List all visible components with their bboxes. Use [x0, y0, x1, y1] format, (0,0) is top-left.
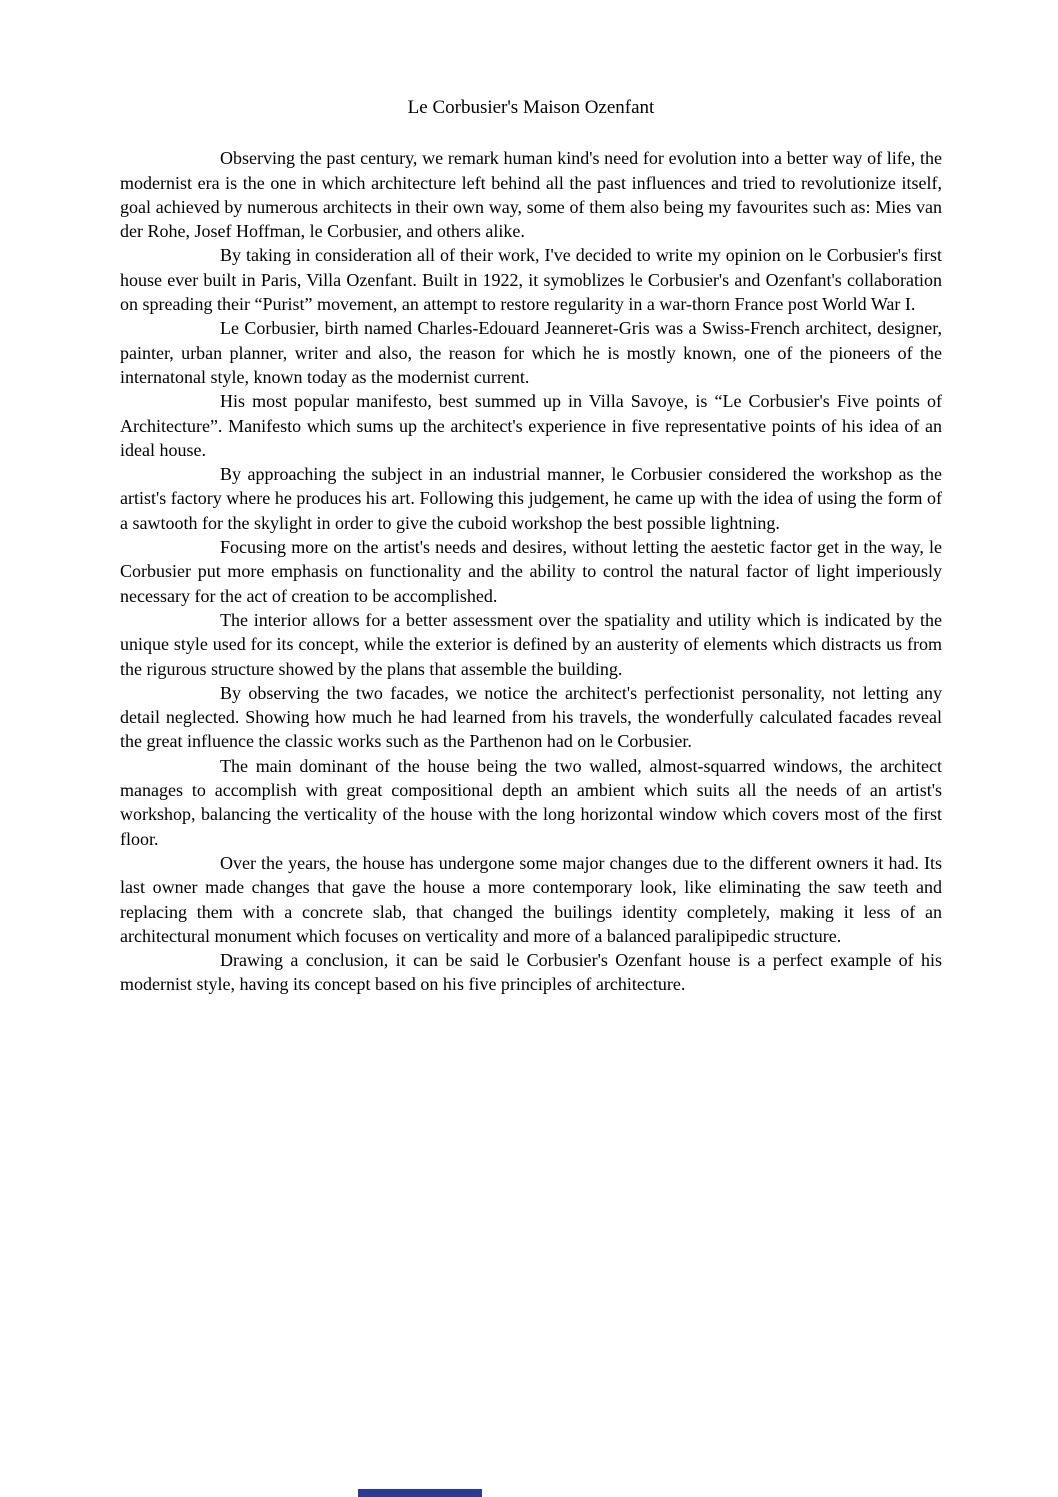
paragraph: Over the years, the house has undergone some major changes due to the different owners it had. Its last owner made changes that gave the house a more contemporary look, like eliminating the saw teeth and replacing them with a concrete slab, that changed the builings identity completely, making it less of an architectural monument which focuses on verticality and more of a balanced paralipipedic structure.	[120, 852, 942, 946]
paragraph: Focusing more on the artist's needs and desires, without letting the aestetic factor get in the way, le Corbusier put more emphasis on functionality and the ability to control the natural factor of light imperiously necessary for the act of creation to be accomplished.	[120, 537, 942, 606]
paragraph: By approaching the subject in an industrial manner, le Corbusier considered the workshop as the artist's factory where he produces his art. Following this judgement, he came up with the idea of using the form of a sawtooth for the skylight in order to give the cuboid workshop the best possible lightning.	[120, 464, 942, 533]
paragraph: Drawing a conclusion, it can be said le Corbusier's Ozenfant house is a perfect example of his modernist style, having its concept based on his five principles of architecture.	[120, 950, 942, 995]
document-body	[120, 96, 942, 997]
taskbar-fragment	[358, 1489, 482, 1497]
paragraph: By taking in consideration all of their work, I've decided to write my opinion on le Corbusier's first house ever built in Paris, Villa Ozenfant. Built in 1922, it symoblizes le Corbusier's and Ozenfant's collaboration on spreading their “Purist” movement, an attempt to restore regularity in a war-thorn France post World War I.	[120, 245, 942, 315]
paragraph: Observing the past century, we remark human kind's need for evolution into a better way of life, the modernist era is the one in which architecture left behind all the past influences and tried to revolutionize itself, goal achieved by numerous architects in their own way, some of them also being my favourites such as: Mies van der Rohe, Josef Hoffman, le Corbusier, and others alike.	[120, 148, 942, 242]
paragraph: The interior allows for a better assessment over the spatiality and utility which is indicated by the unique style used for its concept, while the exterior is defined by an austerity of elements which distracts us from the rigurous structure showed by the plans that assemble the building.	[120, 609, 942, 679]
paragraph: His most popular manifesto, best summed up in Villa Savoye, is “Le Corbusier's Five points of Architecture”. Manifesto which sums up the architect's experience in five representative points of his idea of an ideal house.	[120, 391, 942, 460]
paragraph: The main dominant of the house being the two walled, almost-squarred windows, the architect manages to accomplish with great compositional depth an ambient which suits all the needs of an artist's workshop, balancing the verticality of the house with the long horizontal window which covers most of the first floor.	[120, 755, 942, 849]
paragraph: By observing the two facades, we notice the architect's perfectionist personality, not letting any detail neglected. Showing how much he had learned from his travels, the wonderfully calculated facades reveal the great influence the classic works such as the Parthenon had on le Corbusier.	[120, 682, 942, 752]
paragraph: Le Corbusier, birth named Charles-Edouard Jeanneret-Gris was a Swiss-French architect, designer, painter, urban planner, writer and also, the reason for which he is mostly known, one of the pioneers of the internatonal style, known today as the modernist current.	[120, 318, 942, 387]
document-title: Le Corbusier's Maison Ozenfant	[407, 97, 655, 118]
